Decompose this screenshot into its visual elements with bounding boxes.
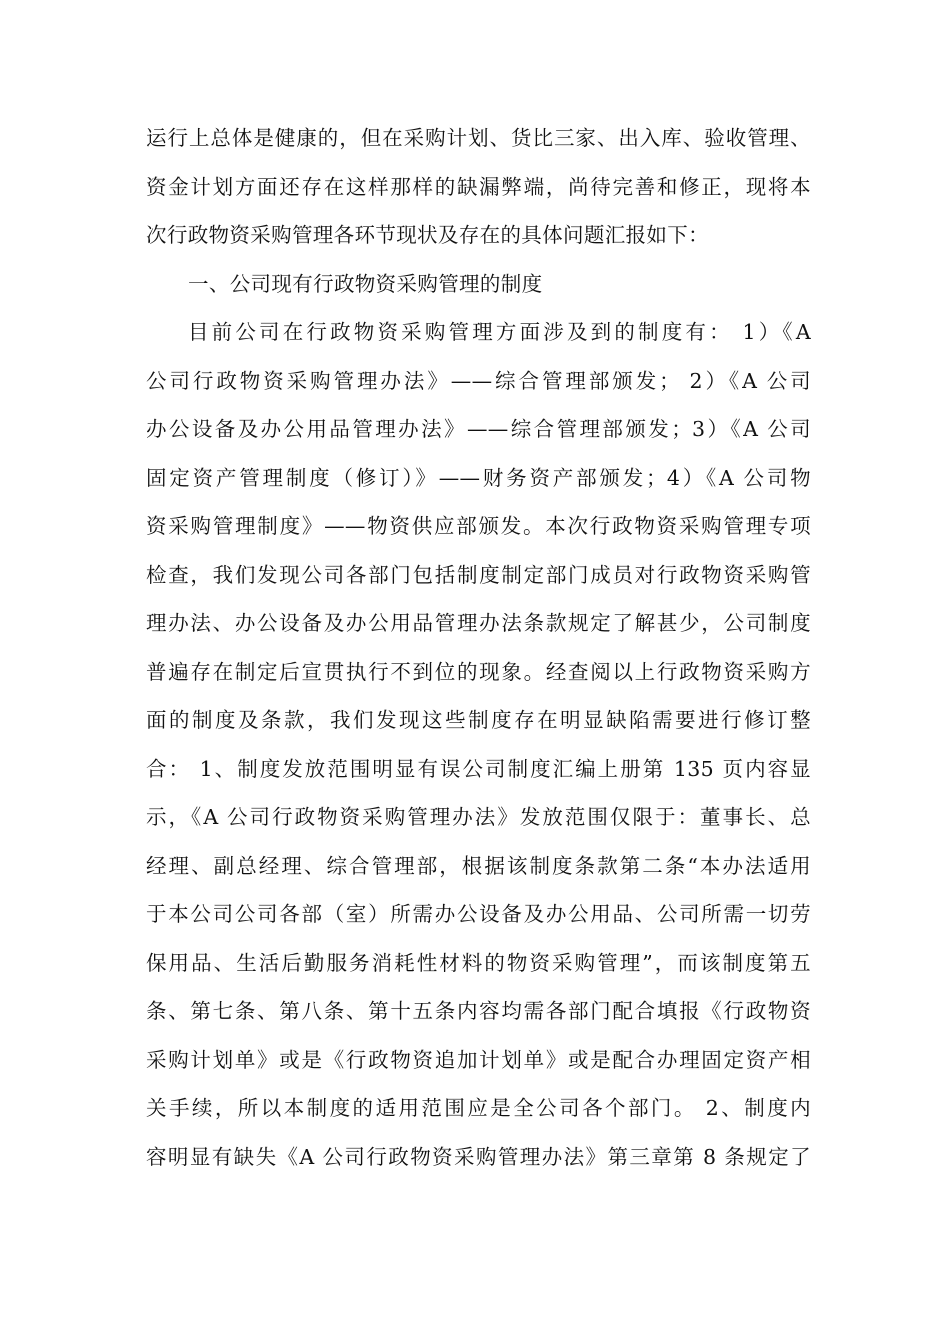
paragraph-line: 关手续，所以本制度的适用范围应是全公司各个部门。 2、制度内 — [146, 1096, 811, 1120]
section-heading: 一、公司现有行政物资采购管理的制度 — [188, 271, 543, 296]
paragraph-line: 于本公司公司各部（室）所需办公设备及办公用品、公司所需一切劳 — [146, 902, 811, 926]
paragraph-line: 资金计划方面还存在这样那样的缺漏弊端，尚待完善和修正，现将本 — [146, 174, 811, 199]
paragraph-line: 示，《A 公司行政物资采购管理办法》发放范围仅限于：董事长、总 — [146, 805, 811, 829]
paragraph-line: 容明显有缺失《A 公司行政物资采购管理办法》第三章第 8 条规定了 — [146, 1144, 811, 1169]
paragraph-line: 固定资产管理制度（修订）》——财务资产部颁发；4）《A 公司物 — [146, 465, 811, 490]
paragraph-line: 经理、副总经理、综合管理部，根据该制度条款第二条“本办法适用 — [146, 853, 811, 878]
paragraph-line: 采购计划单》或是《行政物资追加计划单》或是配合办理固定资产相 — [146, 1047, 811, 1072]
paragraph-line: 次行政物资采购管理各环节现状及存在的具体问题汇报如下： — [146, 223, 709, 247]
paragraph-line: 运行上总体是健康的，但在采购计划、货比三家、出入库、验收管理、 — [146, 126, 811, 150]
paragraph-line: 理办法、办公设备及办公用品管理办法条款规定了解甚少，公司制度 — [146, 611, 811, 635]
body-text — [146, 114, 811, 1181]
paragraph-line: 条、第七条、第八条、第十五条内容均需各部门配合填报《行政物资 — [146, 999, 811, 1023]
paragraph-line: 检查，我们发现公司各部门包括制度制定部门成员对行政物资采购管 — [146, 562, 811, 587]
paragraph-line: 办公设备及办公用品管理办法》——综合管理部颁发；3）《A 公司 — [146, 417, 811, 441]
paragraph-line: 保用品、生活后勤服务消耗性材料的物资采购管理”，而该制度第五 — [146, 950, 811, 975]
paragraph-line: 合： 1、制度发放范围明显有误公司制度汇编上册第 135 页内容显 — [146, 756, 811, 781]
paragraph-line: 面的制度及条款，我们发现这些制度存在明显缺陷需要进行修订整 — [146, 708, 811, 732]
paragraph-line: 目前公司在行政物资采购管理方面涉及到的制度有： 1）《A — [188, 320, 811, 344]
paragraph-line: 公司行政物资采购管理办法》——综合管理部颁发； 2）《A 公司 — [146, 368, 811, 393]
paragraph-line: 资采购管理制度》——物资供应部颁发。本次行政物资采购管理专项 — [146, 514, 811, 538]
paragraph-line: 普遍存在制定后宣贯执行不到位的现象。经查阅以上行政物资采购方 — [146, 659, 811, 684]
